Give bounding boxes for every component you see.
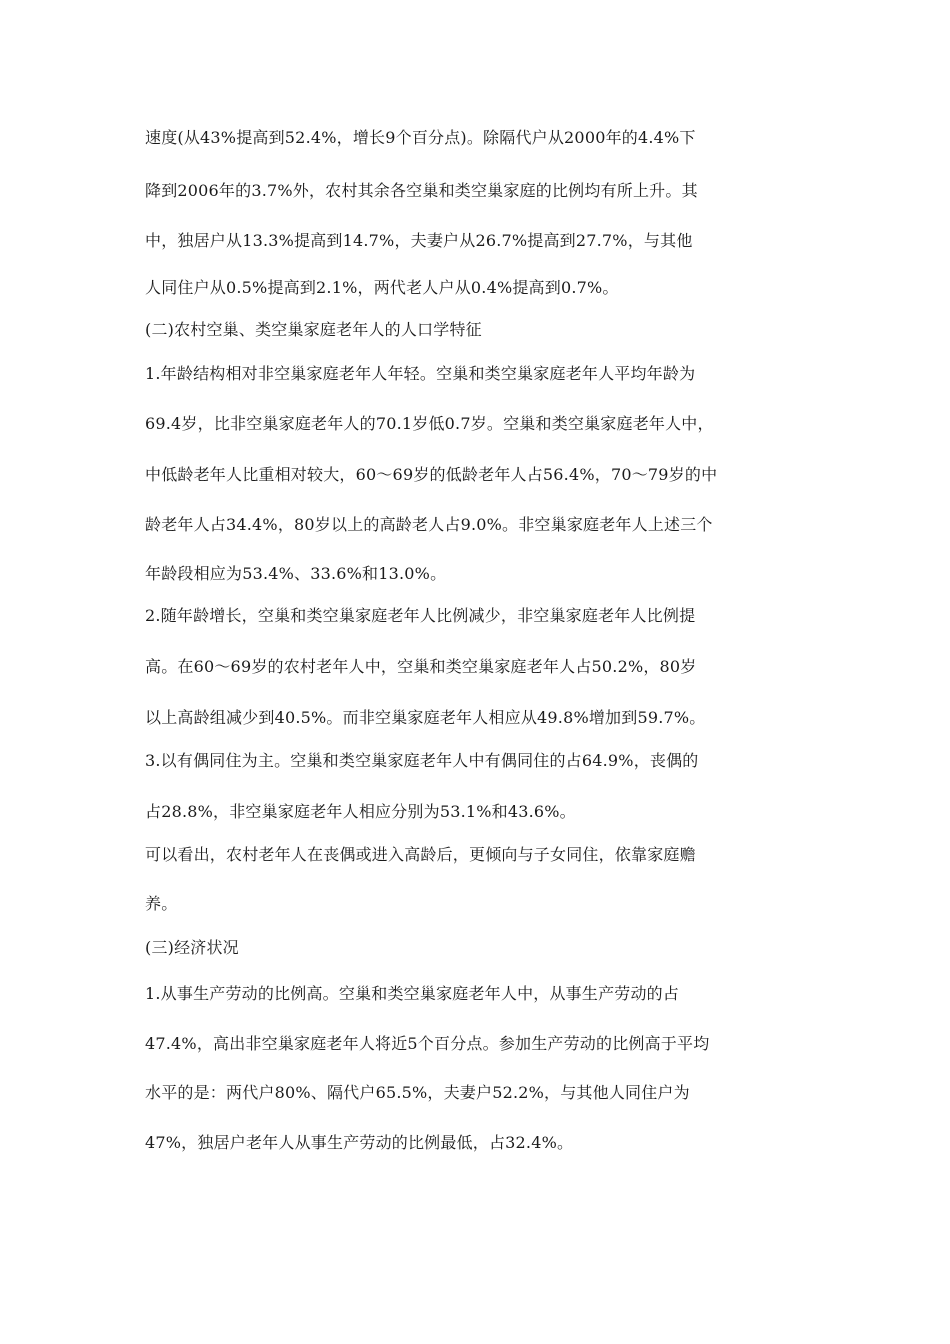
- text-line: 1.从事生产劳动的比例高。空巢和类空巢家庭老年人中，从事生产劳动的占: [145, 984, 680, 1003]
- text-line: 高。在60～69岁的农村老年人中，空巢和类空巢家庭老年人占50.2%，80岁: [145, 657, 697, 676]
- text-line: 2.随年龄增长，空巢和类空巢家庭老年人比例减少，非空巢家庭老年人比例提: [145, 606, 696, 625]
- text-line: 降到2006年的3.7%外，农村其余各空巢和类空巢家庭的比例均有所上升。其: [145, 181, 698, 200]
- section-heading: (三)经济状况: [145, 938, 239, 957]
- text-line: 龄老年人占34.4%，80岁以上的高龄老人占9.0%。非空巢家庭老年人上述三个: [145, 515, 713, 534]
- text-line: 养。: [145, 894, 178, 913]
- text-line: 中低龄老年人比重相对较大，60～69岁的低龄老年人占56.4%，70～79岁的中: [145, 465, 718, 484]
- text-line: 人同住户从0.5%提高到2.1%，两代老人户从0.4%提高到0.7%。: [145, 278, 619, 297]
- text-line: 47%，独居户老年人从事生产劳动的比例最低，占32.4%。: [145, 1133, 574, 1152]
- text-line: 速度(从43%提高到52.4%，增长9个百分点)。除隔代户从2000年的4.4%下: [145, 128, 696, 147]
- text-line: 年龄段相应为53.4%、33.6%和13.0%。: [145, 564, 447, 583]
- text-line: 69.4岁，比非空巢家庭老年人的70.1岁低0.7岁。空巢和类空巢家庭老年人中，: [145, 414, 714, 433]
- text-line: 中，独居户从13.3%提高到14.7%，夫妻户从26.7%提高到27.7%，与其他: [145, 231, 693, 250]
- text-line: 3.以有偶同住为主。空巢和类空巢家庭老年人中有偶同住的占64.9%，丧偶的: [145, 751, 699, 770]
- section-heading: (二)农村空巢、类空巢家庭老年人的人口学特征: [145, 320, 482, 339]
- text-line: 水平的是：两代户80%、隔代户65.5%，夫妻户52.2%，与其他人同住户为: [145, 1083, 690, 1102]
- text-line: 1.年龄结构相对非空巢家庭老年人年轻。空巢和类空巢家庭老年人平均年龄为: [145, 364, 696, 383]
- text-line: 可以看出，农村老年人在丧偶或进入高龄后，更倾向与子女同住，依靠家庭赡: [145, 845, 696, 864]
- text-line: 占28.8%，非空巢家庭老年人相应分别为53.1%和43.6%。: [145, 802, 576, 821]
- text-line: 以上高龄组减少到40.5%。而非空巢家庭老年人相应从49.8%增加到59.7%。: [145, 708, 706, 727]
- text-line: 47.4%，高出非空巢家庭老年人将近5个百分点。参加生产劳动的比例高于平均: [145, 1034, 710, 1053]
